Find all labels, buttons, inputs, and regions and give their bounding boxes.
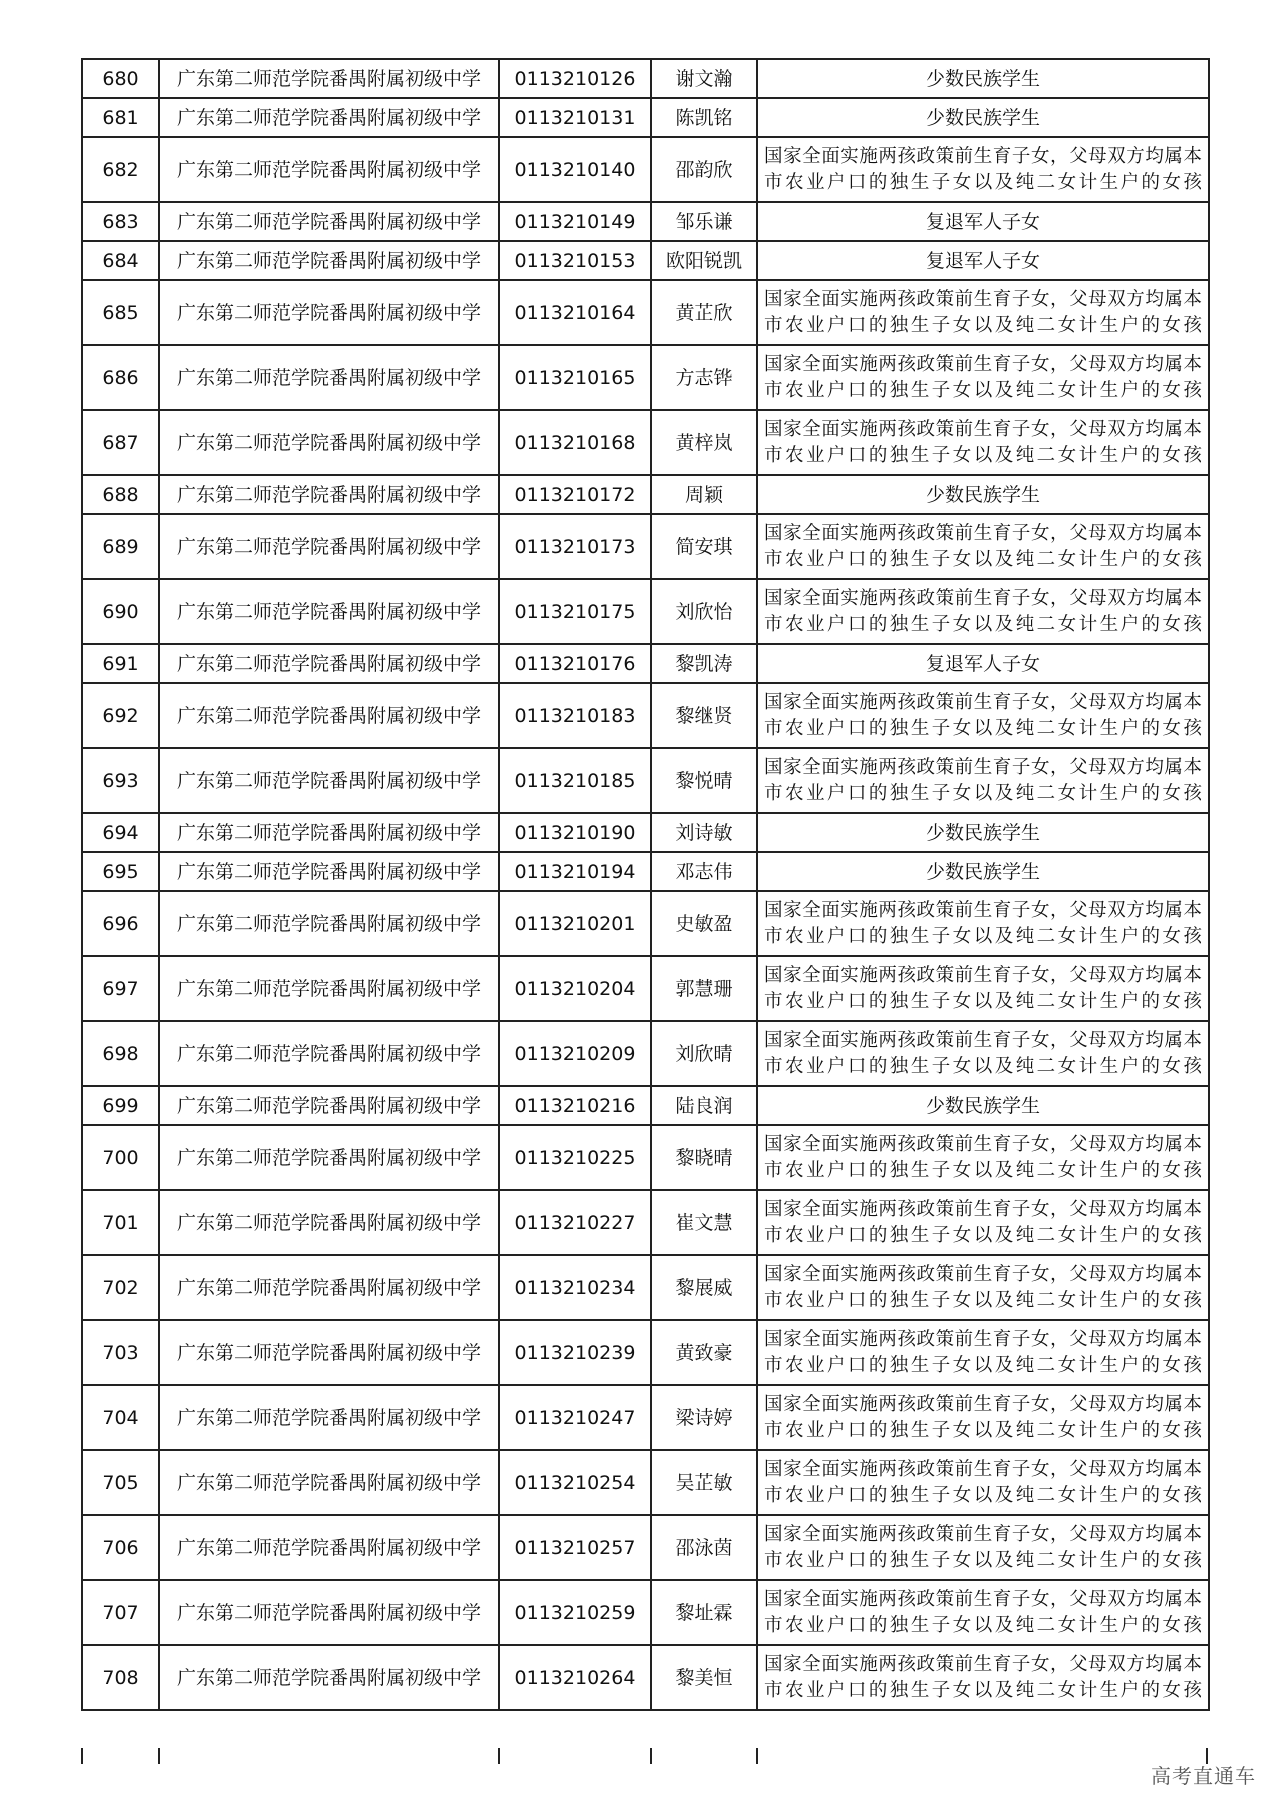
table-row [82, 1645, 1209, 1710]
category: 国家全面实施两孩政策前生育子女，父母双方均属本市农业户口的独生子女以及纯二女计生户的女孩 [757, 683, 1209, 748]
student-name: 刘诗敏 [651, 813, 757, 852]
school-name: 广东第二师范学院番禺附属初级中学 [159, 644, 499, 683]
school-name: 广东第二师范学院番禺附属初级中学 [159, 241, 499, 280]
student-name: 黎美恒 [651, 1645, 757, 1710]
admission-list [81, 58, 1208, 1711]
table-row [82, 59, 1209, 98]
student-id: 0113210234 [499, 1255, 651, 1320]
student-name: 邵韵欣 [651, 137, 757, 202]
table-row [82, 644, 1209, 683]
table-row [82, 1450, 1209, 1515]
watermark: 高考直通车 [1151, 1764, 1256, 1788]
table-row [82, 813, 1209, 852]
student-id: 0113210194 [499, 852, 651, 891]
table-row [82, 1320, 1209, 1385]
category: 少数民族学生 [757, 813, 1209, 852]
category: 复退军人子女 [757, 241, 1209, 280]
student-name: 黎凯涛 [651, 644, 757, 683]
student-name: 黎悦晴 [651, 748, 757, 813]
student-id: 0113210149 [499, 202, 651, 241]
student-id: 0113210126 [499, 59, 651, 98]
table-row [82, 1385, 1209, 1450]
category: 国家全面实施两孩政策前生育子女，父母双方均属本市农业户口的独生子女以及纯二女计生户的女孩 [757, 1320, 1209, 1385]
school-name: 广东第二师范学院番禺附属初级中学 [159, 98, 499, 137]
student-id: 0113210173 [499, 514, 651, 579]
table-row [82, 1086, 1209, 1125]
category: 国家全面实施两孩政策前生育子女，父母双方均属本市农业户口的独生子女以及纯二女计生户的女孩 [757, 891, 1209, 956]
table-row [82, 410, 1209, 475]
row-number: 699 [82, 1086, 159, 1125]
student-name: 谢文瀚 [651, 59, 757, 98]
category: 国家全面实施两孩政策前生育子女，父母双方均属本市农业户口的独生子女以及纯二女计生户的女孩 [757, 280, 1209, 345]
table-body [82, 59, 1209, 1710]
school-name: 广东第二师范学院番禺附属初级中学 [159, 137, 499, 202]
student-id: 0113210131 [499, 98, 651, 137]
school-name: 广东第二师范学院番禺附属初级中学 [159, 956, 499, 1021]
student-name: 邵泳茵 [651, 1515, 757, 1580]
row-number: 696 [82, 891, 159, 956]
school-name: 广东第二师范学院番禺附属初级中学 [159, 683, 499, 748]
admission-table [81, 58, 1210, 1711]
row-number: 685 [82, 280, 159, 345]
student-name: 陈凯铭 [651, 98, 757, 137]
table-row [82, 475, 1209, 514]
category: 国家全面实施两孩政策前生育子女，父母双方均属本市农业户口的独生子女以及纯二女计生户的女孩 [757, 1255, 1209, 1320]
category: 国家全面实施两孩政策前生育子女，父母双方均属本市农业户口的独生子女以及纯二女计生户的女孩 [757, 579, 1209, 644]
row-number: 693 [82, 748, 159, 813]
row-number: 700 [82, 1125, 159, 1190]
school-name: 广东第二师范学院番禺附属初级中学 [159, 813, 499, 852]
student-id: 0113210185 [499, 748, 651, 813]
student-id: 0113210164 [499, 280, 651, 345]
row-number: 681 [82, 98, 159, 137]
student-name: 黄芷欣 [651, 280, 757, 345]
student-name: 陆良润 [651, 1086, 757, 1125]
category: 国家全面实施两孩政策前生育子女，父母双方均属本市农业户口的独生子女以及纯二女计生户的女孩 [757, 345, 1209, 410]
row-number: 682 [82, 137, 159, 202]
student-id: 0113210209 [499, 1021, 651, 1086]
category: 国家全面实施两孩政策前生育子女，父母双方均属本市农业户口的独生子女以及纯二女计生户的女孩 [757, 1580, 1209, 1645]
school-name: 广东第二师范学院番禺附属初级中学 [159, 1021, 499, 1086]
table-row [82, 345, 1209, 410]
student-id: 0113210257 [499, 1515, 651, 1580]
student-id: 0113210190 [499, 813, 651, 852]
school-name: 广东第二师范学院番禺附属初级中学 [159, 1320, 499, 1385]
student-id: 0113210225 [499, 1125, 651, 1190]
row-number: 680 [82, 59, 159, 98]
category: 少数民族学生 [757, 475, 1209, 514]
category: 复退军人子女 [757, 202, 1209, 241]
school-name: 广东第二师范学院番禺附属初级中学 [159, 1190, 499, 1255]
row-number: 705 [82, 1450, 159, 1515]
school-name: 广东第二师范学院番禺附属初级中学 [159, 514, 499, 579]
student-id: 0113210216 [499, 1086, 651, 1125]
student-id: 0113210239 [499, 1320, 651, 1385]
student-name: 刘欣晴 [651, 1021, 757, 1086]
student-id: 0113210183 [499, 683, 651, 748]
table-row [82, 241, 1209, 280]
student-name: 吴芷敏 [651, 1450, 757, 1515]
table-continuation-lines [81, 1748, 1208, 1764]
row-number: 697 [82, 956, 159, 1021]
row-number: 690 [82, 579, 159, 644]
table-row [82, 579, 1209, 644]
student-name: 黎展威 [651, 1255, 757, 1320]
school-name: 广东第二师范学院番禺附属初级中学 [159, 891, 499, 956]
table-row [82, 1580, 1209, 1645]
student-name: 黎址霖 [651, 1580, 757, 1645]
row-number: 698 [82, 1021, 159, 1086]
row-number: 701 [82, 1190, 159, 1255]
category: 少数民族学生 [757, 1086, 1209, 1125]
student-id: 0113210204 [499, 956, 651, 1021]
table-row [82, 1190, 1209, 1255]
school-name: 广东第二师范学院番禺附属初级中学 [159, 202, 499, 241]
school-name: 广东第二师范学院番禺附属初级中学 [159, 410, 499, 475]
school-name: 广东第二师范学院番禺附属初级中学 [159, 1125, 499, 1190]
student-name: 邓志伟 [651, 852, 757, 891]
category: 国家全面实施两孩政策前生育子女，父母双方均属本市农业户口的独生子女以及纯二女计生户的女孩 [757, 1385, 1209, 1450]
category: 国家全面实施两孩政策前生育子女，父母双方均属本市农业户口的独生子女以及纯二女计生户的女孩 [757, 1021, 1209, 1086]
student-id: 0113210172 [499, 475, 651, 514]
category: 国家全面实施两孩政策前生育子女，父母双方均属本市农业户口的独生子女以及纯二女计生户的女孩 [757, 1450, 1209, 1515]
school-name: 广东第二师范学院番禺附属初级中学 [159, 1255, 499, 1320]
table-row [82, 683, 1209, 748]
table-row [82, 280, 1209, 345]
student-name: 郭慧珊 [651, 956, 757, 1021]
student-id: 0113210175 [499, 579, 651, 644]
row-number: 688 [82, 475, 159, 514]
student-name: 方志铧 [651, 345, 757, 410]
category: 少数民族学生 [757, 59, 1209, 98]
category: 国家全面实施两孩政策前生育子女，父母双方均属本市农业户口的独生子女以及纯二女计生户的女孩 [757, 514, 1209, 579]
row-number: 691 [82, 644, 159, 683]
student-name: 黄致豪 [651, 1320, 757, 1385]
student-name: 梁诗婷 [651, 1385, 757, 1450]
category: 国家全面实施两孩政策前生育子女，父母双方均属本市农业户口的独生子女以及纯二女计生户的女孩 [757, 137, 1209, 202]
row-number: 707 [82, 1580, 159, 1645]
student-id: 0113210201 [499, 891, 651, 956]
row-number: 686 [82, 345, 159, 410]
table-row [82, 514, 1209, 579]
school-name: 广东第二师范学院番禺附属初级中学 [159, 1086, 499, 1125]
row-number: 689 [82, 514, 159, 579]
row-number: 704 [82, 1385, 159, 1450]
table-row [82, 1255, 1209, 1320]
category: 国家全面实施两孩政策前生育子女，父母双方均属本市农业户口的独生子女以及纯二女计生户的女孩 [757, 1190, 1209, 1255]
category: 复退军人子女 [757, 644, 1209, 683]
student-id: 0113210227 [499, 1190, 651, 1255]
table-row [82, 852, 1209, 891]
table-row [82, 956, 1209, 1021]
student-name: 邹乐谦 [651, 202, 757, 241]
row-number: 683 [82, 202, 159, 241]
row-number: 703 [82, 1320, 159, 1385]
category: 国家全面实施两孩政策前生育子女，父母双方均属本市农业户口的独生子女以及纯二女计生户的女孩 [757, 1515, 1209, 1580]
school-name: 广东第二师范学院番禺附属初级中学 [159, 748, 499, 813]
category: 少数民族学生 [757, 852, 1209, 891]
student-name: 黎继贤 [651, 683, 757, 748]
table-row [82, 202, 1209, 241]
table-row [82, 1021, 1209, 1086]
school-name: 广东第二师范学院番禺附属初级中学 [159, 345, 499, 410]
table-row [82, 748, 1209, 813]
row-number: 702 [82, 1255, 159, 1320]
table-row [82, 137, 1209, 202]
row-number: 687 [82, 410, 159, 475]
table-row [82, 891, 1209, 956]
student-id: 0113210176 [499, 644, 651, 683]
student-id: 0113210168 [499, 410, 651, 475]
school-name: 广东第二师范学院番禺附属初级中学 [159, 1645, 499, 1710]
category: 国家全面实施两孩政策前生育子女，父母双方均属本市农业户口的独生子女以及纯二女计生户的女孩 [757, 1125, 1209, 1190]
row-number: 695 [82, 852, 159, 891]
school-name: 广东第二师范学院番禺附属初级中学 [159, 1450, 499, 1515]
student-id: 0113210254 [499, 1450, 651, 1515]
school-name: 广东第二师范学院番禺附属初级中学 [159, 1580, 499, 1645]
student-id: 0113210259 [499, 1580, 651, 1645]
category: 少数民族学生 [757, 98, 1209, 137]
school-name: 广东第二师范学院番禺附属初级中学 [159, 475, 499, 514]
school-name: 广东第二师范学院番禺附属初级中学 [159, 579, 499, 644]
student-id: 0113210153 [499, 241, 651, 280]
student-name: 简安琪 [651, 514, 757, 579]
student-name: 黎晓晴 [651, 1125, 757, 1190]
category: 国家全面实施两孩政策前生育子女，父母双方均属本市农业户口的独生子女以及纯二女计生户的女孩 [757, 1645, 1209, 1710]
school-name: 广东第二师范学院番禺附属初级中学 [159, 1385, 499, 1450]
student-name: 崔文慧 [651, 1190, 757, 1255]
table-row [82, 98, 1209, 137]
school-name: 广东第二师范学院番禺附属初级中学 [159, 280, 499, 345]
student-name: 欧阳锐凯 [651, 241, 757, 280]
category: 国家全面实施两孩政策前生育子女，父母双方均属本市农业户口的独生子女以及纯二女计生户的女孩 [757, 748, 1209, 813]
student-name: 刘欣怡 [651, 579, 757, 644]
row-number: 692 [82, 683, 159, 748]
row-number: 706 [82, 1515, 159, 1580]
school-name: 广东第二师范学院番禺附属初级中学 [159, 852, 499, 891]
category: 国家全面实施两孩政策前生育子女，父母双方均属本市农业户口的独生子女以及纯二女计生户的女孩 [757, 956, 1209, 1021]
student-id: 0113210140 [499, 137, 651, 202]
student-id: 0113210247 [499, 1385, 651, 1450]
table-row [82, 1515, 1209, 1580]
row-number: 708 [82, 1645, 159, 1710]
student-name: 周颖 [651, 475, 757, 514]
school-name: 广东第二师范学院番禺附属初级中学 [159, 59, 499, 98]
student-id: 0113210165 [499, 345, 651, 410]
table-row [82, 1125, 1209, 1190]
row-number: 694 [82, 813, 159, 852]
student-name: 史敏盈 [651, 891, 757, 956]
category: 国家全面实施两孩政策前生育子女，父母双方均属本市农业户口的独生子女以及纯二女计生户的女孩 [757, 410, 1209, 475]
student-name: 黄梓岚 [651, 410, 757, 475]
student-id: 0113210264 [499, 1645, 651, 1710]
row-number: 684 [82, 241, 159, 280]
school-name: 广东第二师范学院番禺附属初级中学 [159, 1515, 499, 1580]
